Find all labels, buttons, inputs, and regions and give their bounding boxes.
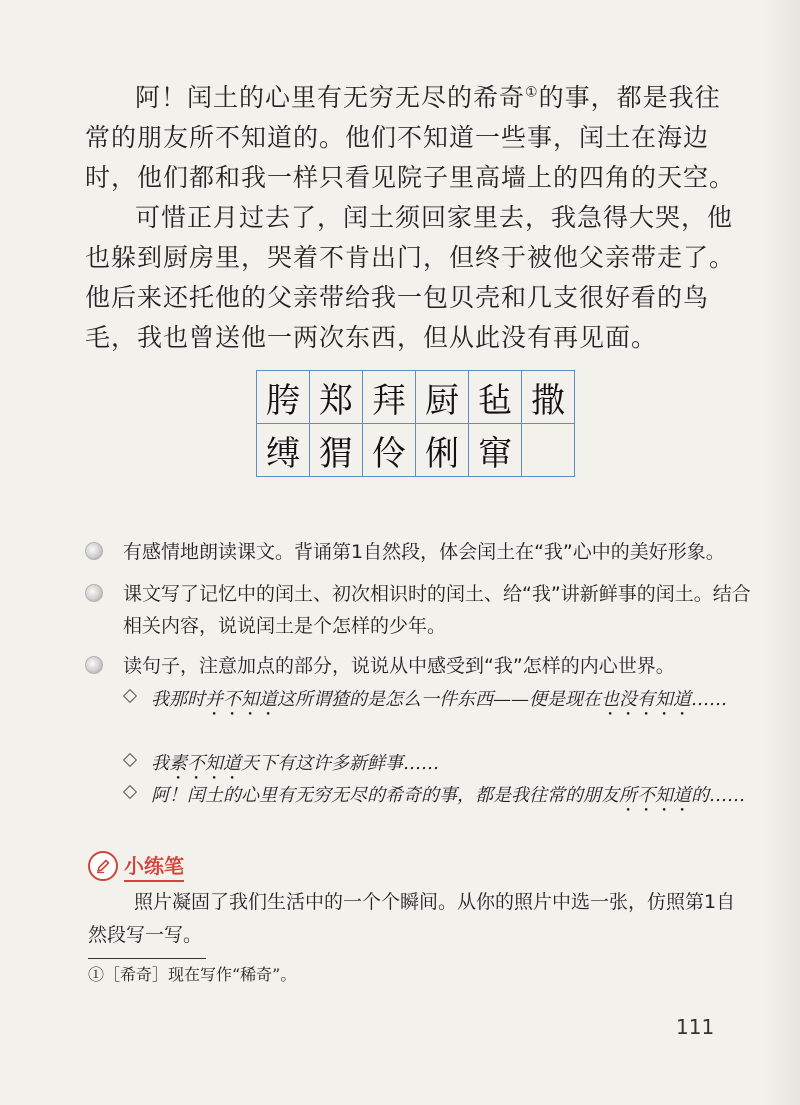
quote-text: …… [691,689,727,710]
quote-text: 天下有这许多新鲜事…… [241,753,439,774]
vocab-row-2 [257,424,575,477]
quote-text: 这所谓猹的是怎么一件东西——便是现在 [277,689,601,710]
paragraph-1 [85,78,745,198]
emphasized-text: 素不知道 [169,753,241,774]
quote-2-text [151,748,745,784]
page-number: 111 [676,1015,715,1039]
vocab-char: 猬 [310,424,363,477]
exercise-2-text: 课文写了记忆中的闰土、初次相识时的闰土、给“我”讲新鲜事的闰土。结合相关内容，说说闰土是个怎样的少年。 [123,583,751,637]
quote-text: 我 [151,753,169,774]
vocab-row-1 [257,371,575,424]
quote-3-text [151,780,745,816]
vocab-char: 撒 [522,371,575,424]
pen-icon [88,851,118,881]
quote-text: 我那时 [151,689,205,710]
vocab-char: 郑 [310,371,363,424]
emphasized-text: 也没有知道 [601,689,691,710]
exercise-1-text: 有感情地朗读课文。背诵第1自然段，体会闰土在“我”心中的美好形象。 [123,541,725,563]
footnote: ①［希奇］现在写作“稀奇”。 [88,965,297,984]
exercise-3-text: 读句子，注意加点的部分，说说从中感受到“我”怎样的内心世界。 [123,655,675,677]
emphasized-text: 所不知道 [619,785,691,806]
paragraph-2 [85,198,745,358]
quote-text: 阿！闰土的心里有无穷无尽的希奇的事，都是我往常的朋友 [151,785,619,806]
diamond-bullet-icon [123,753,137,767]
quote-1 [125,684,745,720]
vocab-empty-cell [522,424,575,477]
quote-1-text [151,684,745,720]
exercise-bullet-icon [85,542,103,560]
exercise-3 [85,650,765,682]
paragraph-1-text-b: 的事，都是我往常的朋友所不知道的。他们不知道一些事，闰土在海边时，他们都和我一样只看见院子里高墙上的四角的天空。 [85,83,736,192]
practice-prompt [88,886,748,952]
vocab-char: 缚 [257,424,310,477]
diamond-bullet-icon [123,689,137,703]
quote-2 [125,748,745,784]
footnote-mark: ① [525,84,539,101]
page-spine-shadow [764,0,800,1105]
vocab-char: 毡 [469,371,522,424]
quote-3 [125,780,745,816]
vocab-char: 胯 [257,371,310,424]
vocabulary-grid [256,370,575,477]
exercise-bullet-icon [85,584,103,602]
quote-text: 的…… [691,785,745,806]
practice-prompt-text: 照片凝固了我们生活中的一个个瞬间。从你的照片中选一张，仿照第1自然段写一写。 [88,891,736,946]
emphasized-text: 并不知道 [205,689,277,710]
practice-header [88,850,184,882]
vocab-char: 厨 [416,371,469,424]
paragraph-1-text-a: 阿！闰土的心里有无穷无尽的希奇 [135,83,526,112]
practice-title: 小练笔 [124,850,184,882]
paragraph-2-text: 可惜正月过去了，闰土须回家里去，我急得大哭，他也躲到厨房里，哭着不肯出门，但终于被他父亲带走了。他后来还托他的父亲带给我一包贝壳和几支很好看的鸟毛，我也曾送他一两次东西，但从此没有再见面。 [85,203,736,352]
vocab-char: 窜 [469,424,522,477]
exercise-bullet-icon [85,656,103,674]
vocab-char: 伶 [363,424,416,477]
vocab-char: 拜 [363,371,416,424]
exercise-1 [85,536,765,568]
diamond-bullet-icon [123,785,137,799]
exercise-2 [85,578,765,642]
vocab-char: 俐 [416,424,469,477]
footnote-divider [88,958,206,959]
